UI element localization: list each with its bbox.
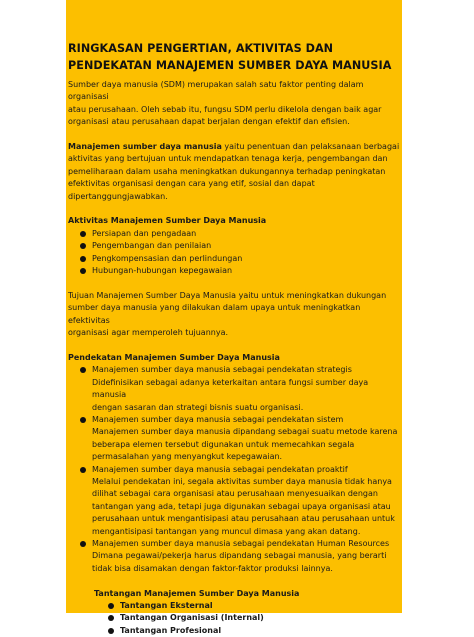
challenges-section (68, 588, 402, 637)
intro-paragraph (68, 79, 402, 129)
list-item: Tantangan Profesional (94, 625, 402, 637)
definition-paragraph (68, 141, 402, 203)
intro-line: Sumber daya manusia (SDM) merupakan salah satu faktor penting dalam organisasi (68, 80, 364, 102)
list-item: Pengkompensasian dan perlindungan (68, 253, 402, 265)
activities-heading: Aktivitas Manajemen Sumber Daya Manusia (68, 216, 267, 226)
list-item: Hubungan-hubungan kepegawaian (68, 265, 402, 277)
approach-line: perusahaan untuk mengantisipasi atau perusahaan atau perusahaan untuk (92, 514, 395, 524)
approach-title: Manajemen sumber daya manusia sebagai pendekatan Human Resources (92, 538, 390, 548)
approach-title: Manajemen sumber daya manusia sebagai pendekatan strategis (92, 365, 352, 375)
approach-line: Dimana pegawai/pekerja harus dipandang sebagai manusia, yang berarti (92, 551, 387, 561)
approach-title: Manajemen sumber daya manusia sebagai pendekatan sistem (92, 414, 344, 424)
activities-list (68, 228, 402, 278)
challenges-heading: Tantangan Manajemen Sumber Daya Manusia (94, 588, 300, 598)
definition-line: aktivitas yang bertujuan untuk mendapatkan tenaga kerja, pengembangan dan (68, 154, 388, 164)
approach-line: dengan sasaran dan strategi bisnis suatu organisasi. (92, 402, 304, 412)
goal-line: Tujuan Manajemen Sumber Daya Manusia yaitu untuk meningkatkan dukungan (68, 290, 387, 300)
approach-title: Manajemen sumber daya manusia sebagai pendekatan proaktif (92, 464, 348, 474)
approach-line: mengantisipasi tantangan yang muncul dimasa yang akan datang. (92, 526, 361, 536)
approach-line: Didefinisikan sebagai adanya keterkaitan antara fungsi sumber daya manusia (92, 377, 369, 400)
definition-text: yaitu penentuan dan pelaksanaan berbagai (221, 142, 400, 152)
list-item: Tantangan Organisasi (Internal) (94, 612, 402, 624)
goal-line: sumber daya manusia yang dilakukan dalam upaya untuk meningkatkan efektivitas (68, 303, 361, 325)
approach-line: beberapa elemen tersebut digunakan untuk memecahkan segala (92, 439, 355, 449)
goal-line: organisasi agar memperoleh tujuannya. (68, 328, 229, 338)
approach-line: tantangan yang ada, tetapi juga digunakan sebagai upaya organisasi atau (92, 501, 391, 511)
approach-line: dilihat sebagai cara organisasi atau perusahaan menyesuaikan dengan (92, 489, 378, 499)
intro-line: atau perusahaan. Oleh sebab itu, fungsu SDM perlu dikelola dengan baik agar (68, 104, 382, 114)
approach-line: tidak bisa disamakan dengan faktor-faktor produksi lainnya. (92, 563, 333, 573)
list-item: Persiapan dan pengadaan (68, 228, 402, 240)
list-item (68, 414, 402, 464)
document-page (66, 0, 402, 635)
definition-line: efektivitas organisasi dengan cara yang etif, sosial dan dapat (68, 179, 315, 189)
list-item: Tantangan Eksternal (94, 600, 402, 612)
title-line-1: RINGKASAN PENGERTIAN, AKTIVITAS DAN (68, 42, 334, 55)
list-item (68, 538, 402, 575)
definition-term: Manajemen sumber daya manusia (68, 142, 222, 152)
definition-line: pemeliharaan dalam usaha meningkatkan dukungannya terhadap peningkatan (68, 166, 386, 176)
goal-paragraph (68, 290, 402, 340)
approach-line: Melalui pendekatan ini, segala aktivitas sumber daya manusia tidak hanya (92, 476, 392, 486)
definition-line: dipertanggungjawabkan. (68, 191, 168, 201)
approaches-heading: Pendekatan Manajemen Sumber Daya Manusia (68, 352, 280, 362)
approach-line: permasalahan yang menyangkut kepegawaian. (92, 452, 283, 462)
title-line-2: PENDEKATAN MANAJEMEN SUMBER DAYA MANUSIA (68, 59, 392, 72)
challenges-list (94, 600, 402, 637)
page-title (68, 40, 402, 74)
approach-line: Manajemen sumber daya manusia dipandang sebagai suatu metode karena (92, 427, 398, 437)
list-item (68, 364, 402, 414)
list-item (68, 464, 402, 538)
intro-line: organisasi atau perusahaan dapat berjalan dengan efektif dan efisien. (68, 117, 350, 127)
approaches-list (68, 364, 402, 575)
list-item: Pengembangan dan penilaian (68, 240, 402, 252)
